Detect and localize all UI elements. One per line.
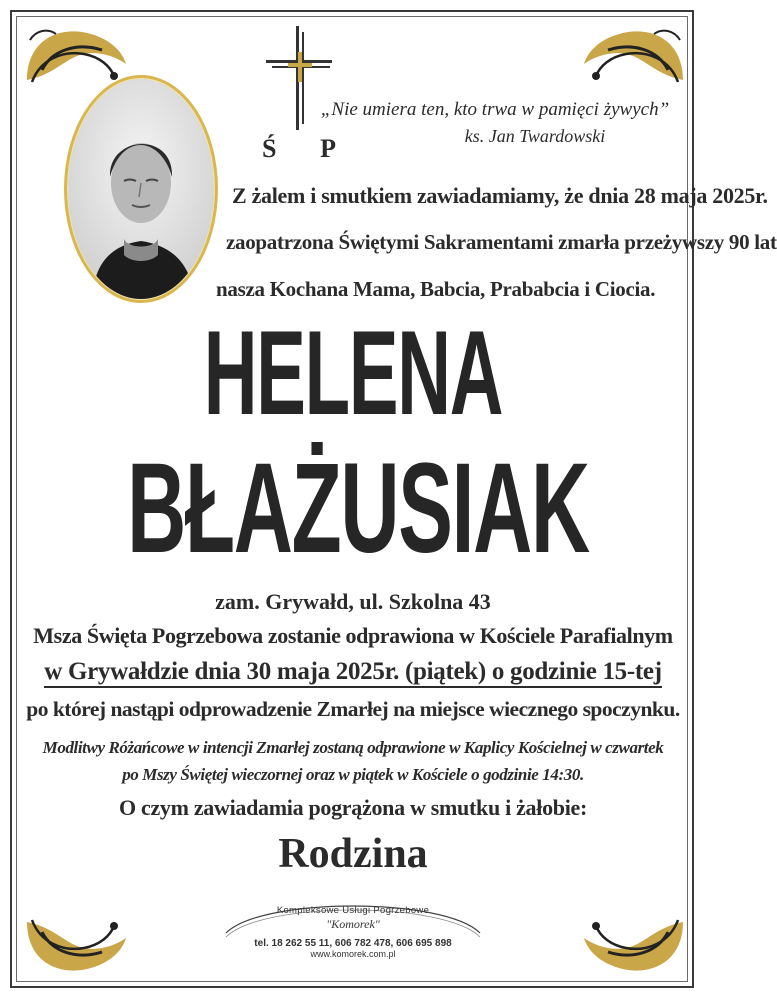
intro-line-2: zaopatrzona Świętymi Sakramentami zmarła przeżywszy 90 lat (226, 230, 777, 254)
funeral-service-label: Kompleksowe Usługi Pogrzebowe (276, 905, 430, 916)
intro-line-1: Z żalem i smutkiem zawiadamiamy, że dnia 28 maja 2025r. (232, 183, 768, 208)
deceased-last-name: BŁAŻUSIAK (127, 437, 589, 580)
deceased-address: zam. Grywałd, ul. Szkolna 43 (215, 589, 491, 614)
mass-line-3: po której nastąpi odprowadzenie Zmarłej na miejsce wiecznego spoczynku. (26, 697, 680, 721)
family-signature: Rodzina (278, 831, 428, 877)
corner-ornament-bottom-right-icon (578, 912, 688, 982)
sp-right-letter: P (320, 134, 336, 163)
mass-date-text: w Grywałdzie dnia 30 maja 2025r. (piątek) o godzinie 15-tej (44, 658, 661, 688)
corner-ornament-top-right-icon (578, 20, 688, 90)
sp-left-letter: Ś (262, 134, 277, 163)
prayer-line-2: po Mszy Świętej wieczornej oraz w piątek w Kościele o godzinie 14:30. (122, 765, 584, 784)
quote-author: ks. Jan Twardowski (464, 126, 606, 146)
portrait-photo (62, 73, 220, 305)
mass-line-2 (0, 658, 706, 686)
funeral-home-name: "Komorek" (326, 917, 380, 931)
mass-line-1: Msza Święta Pogrzebowa zostanie odprawiona w Kościele Parafialnym (33, 623, 673, 648)
funeral-home-block (248, 905, 458, 959)
prayer-line-1: Modlitwy Różańcowe w intencji Zmarłej zostaną odprawione w Kaplicy Kościelnej w czwartek (42, 738, 664, 757)
funeral-home-phones: tel. 18 262 55 11, 606 782 478, 606 695 898 (254, 938, 452, 949)
deceased-first-name: HELENA (203, 306, 503, 440)
funeral-home-website: www.komorek.com.pl (310, 949, 396, 959)
notify-line: O czym zawiadamia pogrążona w smutku i żałobie: (118, 795, 588, 820)
intro-line-3: nasza Kochana Mama, Babcia, Prababcia i Ciocia. (216, 277, 656, 301)
corner-ornament-bottom-left-icon (22, 912, 132, 982)
memorial-quote: „Nie umiera ten, kto trwa w pamięci żywych” (320, 99, 670, 120)
